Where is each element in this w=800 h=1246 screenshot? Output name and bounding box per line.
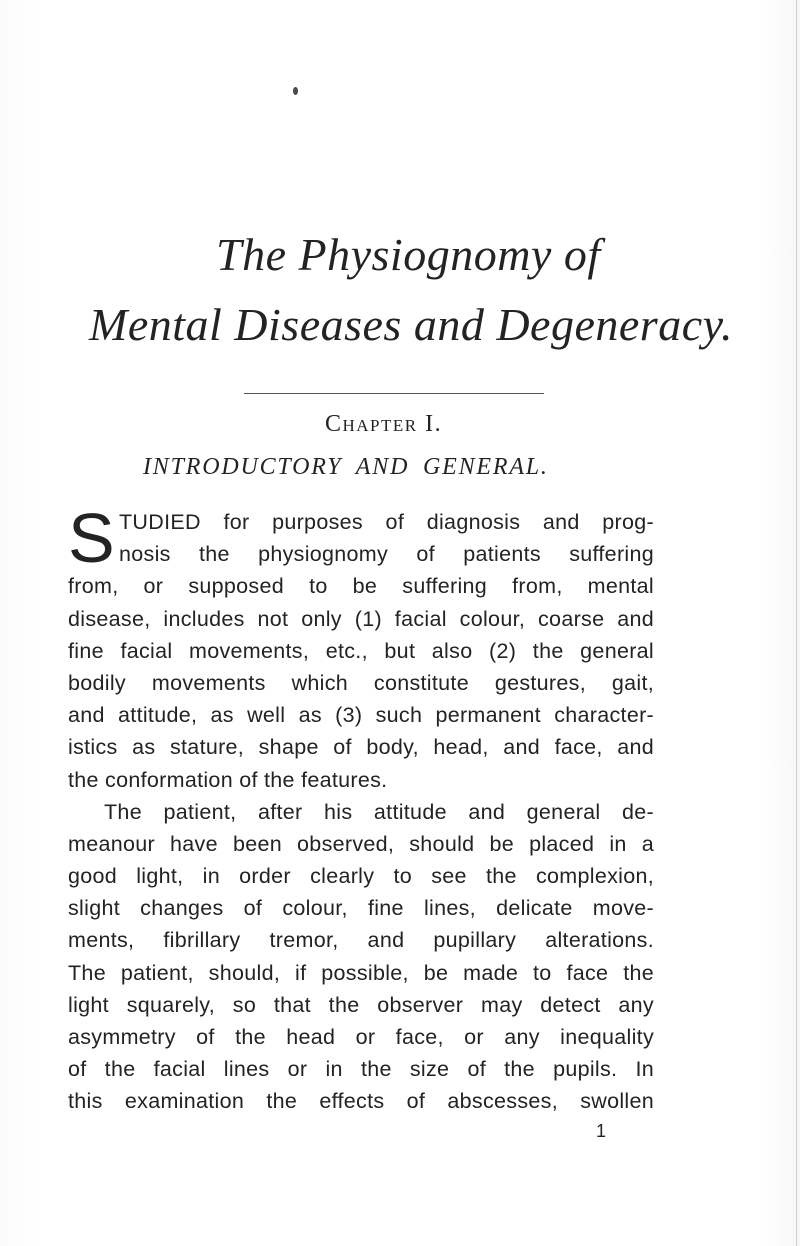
chapter-subtitle: INTRODUCTORY AND GENERAL.	[143, 454, 549, 480]
body-line: good light, in order clearly to see the complexion,	[68, 864, 654, 889]
body-line: nosis the physiognomy of patients suffering	[119, 542, 654, 567]
body-line: disease, includes not only (1) facial colour, coarse and	[68, 606, 654, 631]
body-line: of the facial lines or in the size of the pupils. In	[68, 1057, 654, 1082]
book-title-line-1: The Physiognomy of	[216, 229, 601, 280]
body-line: and attitude, as well as (3) such permanent character-	[68, 703, 654, 728]
chapter-heading: Chapter I.	[325, 411, 443, 437]
page-number: 1	[596, 1121, 607, 1141]
body-line: TUDIED for purposes of diagnosis and prog-	[119, 510, 654, 534]
body-line: bodily movements which constitute gestures, gait,	[68, 670, 654, 695]
body-line: light squarely, so that the observer may detect any	[68, 992, 654, 1017]
body-line: from, or supposed to be suffering from, mental	[68, 574, 654, 599]
body-line: this examination the effects of abscesses, swollen	[68, 1089, 654, 1114]
body-line: ments, fibrillary tremor, and pupillary alterations.	[68, 928, 654, 953]
body-line: asymmetry of the head or face, or any inequality	[68, 1025, 654, 1049]
ink-speck	[293, 87, 298, 95]
body-line: The patient, should, if possible, be made to face the	[68, 960, 654, 985]
title-rule	[244, 393, 544, 394]
body-text	[68, 499, 654, 1118]
body-line: meanour have been observed, should be placed in a	[68, 831, 654, 856]
page-edge	[796, 0, 797, 1246]
drop-cap: S	[68, 499, 115, 577]
body-line: fine facial movements, etc., but also (2) the general	[68, 638, 654, 663]
body-line: the conformation of the features.	[68, 767, 388, 792]
body-line: istics as stature, shape of body, head, and face, and	[68, 735, 654, 760]
body-line: The patient, after his attitude and general de-	[104, 799, 654, 824]
body-line: slight changes of colour, fine lines, delicate move-	[68, 896, 654, 921]
book-title-line-2: Mental Diseases and Degeneracy.	[89, 299, 734, 350]
